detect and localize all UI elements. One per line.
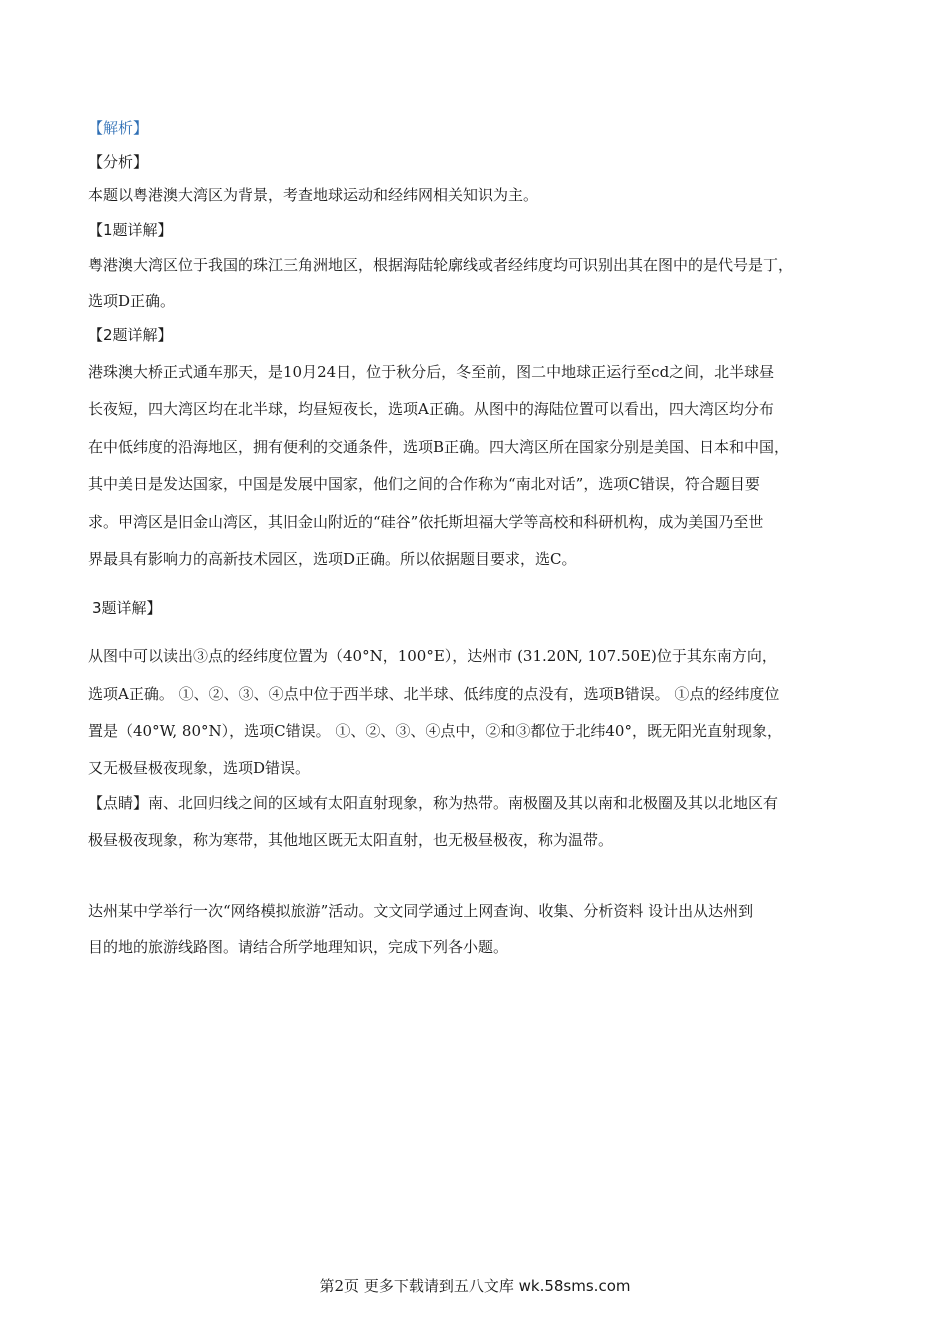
q2-line: 求。甲湾区是旧金山湾区，其旧金山附近的“硅谷”依托斯坦福大学等高校和科研机构，成为美国乃至世	[88, 513, 764, 531]
q2-line: 界最具有影响力的高新技术园区，选项D正确。所以依据题目要求，选C。	[88, 550, 577, 568]
q3-header: 3题详解】	[92, 599, 162, 617]
dianjing-line: 极昼极夜现象，称为寒带，其他地区既无太阳直射，也无极昼极夜，称为温带。	[88, 831, 614, 849]
q1-line: 选项D正确。	[88, 292, 176, 310]
footer-site-link[interactable]: wk.58sms.com	[518, 1277, 631, 1295]
q2-line: 其中美日是发达国家，中国是发展中国家，他们之间的合作称为“南北对话”，选项C错误，符合题目要	[88, 475, 760, 493]
q2-header: 【2题详解】	[88, 326, 173, 344]
q3-line: 置是（40°W, 80°N），选项C错误。 ①、②、③、④点中，②和③都位于北纬40°，既无阳光直射现象，	[88, 722, 782, 740]
q1-header: 【1题详解】	[88, 221, 173, 239]
footer-page-label: 第2页 更多下载请到五八文库	[319, 1277, 514, 1295]
dianjing-paragraph	[88, 793, 888, 813]
jiexi-header: 【解析】	[88, 119, 149, 137]
q3-line: 又无极昼极夜现象，选项D错误。	[88, 759, 311, 777]
q1-line: 粤港澳大湾区位于我国的珠江三角洲地区，根据海陆轮廓线或者经纬度均可识别出其在图中的是代号是丁，	[88, 256, 794, 274]
dianjing-header: 【点睛】	[88, 794, 149, 812]
page-footer	[0, 1276, 950, 1296]
next-intro-line: 目的地的旅游线路图。请结合所学地理知识，完成下列各小题。	[88, 938, 509, 956]
q3-line: 选项A正确。 ①、②、③、④点中位于西半球、北半球、低纬度的点没有，选项B错误。 ①点的经纬度位	[88, 685, 780, 703]
q2-line: 在中低纬度的沿海地区，拥有便利的交通条件，选项B正确。四大湾区所在国家分别是美国、日本和中国，	[88, 438, 790, 456]
fenxi-text: 本题以粤港澳大湾区为背景，考查地球运动和经纬网相关知识为主。	[88, 186, 539, 204]
next-intro-line: 达州某中学举行一次“网络模拟旅游”活动。文文同学通过上网查询、收集、分析资料 设计出从达州到	[88, 902, 754, 920]
q3-line: 从图中可以读出③点的经纬度位置为（40°N，100°E），达州市 (31.20N, 107.50E)位于其东南方向，	[88, 647, 777, 665]
fenxi-header: 【分析】	[88, 153, 149, 171]
q2-line: 港珠澳大桥正式通车那天，是10月24日，位于秋分后，冬至前，图二中地球正运行至cd之间，北半球昼	[88, 363, 775, 381]
q2-line: 长夜短，四大湾区均在北半球，均昼短夜长，选项A正确。从图中的海陆位置可以看出，四大湾区均分布	[88, 400, 774, 418]
dianjing-line: 南、北回归线之间的区域有太阳直射现象，称为热带。南极圈及其以南和北极圈及其以北地区有	[148, 794, 779, 812]
